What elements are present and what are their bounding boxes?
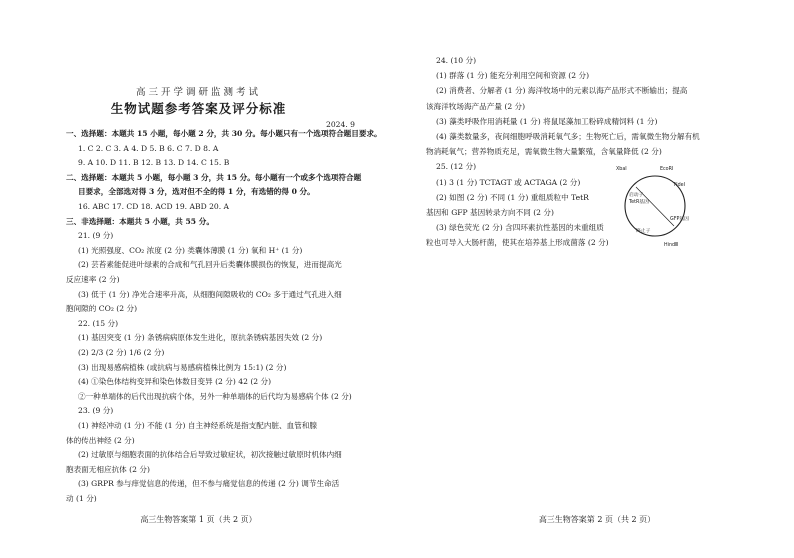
answer-line: (2) 如图 (2 分) 不同 (1 分) 重组质粒中 TetR (436, 192, 589, 202)
answer-line: 25. (12 分) (436, 162, 477, 172)
answer-page-2 (400, 0, 794, 558)
answer-line: 1. C 2. C 3. A 4. D 5. B 6. C 7. D 8. A (78, 143, 219, 153)
answer-line: 基因和 GFP 基因转录方向不同 (2 分) (426, 208, 554, 217)
answer-line: 胞间隙的 CO₂ (2 分) (66, 304, 138, 314)
answer-line: 动 (1 分) (66, 494, 97, 503)
answer-line: 22. (15 分) (78, 318, 119, 328)
answer-line: (3) 出现易感病植株 (或抗病与易感病植株比例为 15:1) (2 分) (78, 362, 287, 372)
answer-line: 粒也可导入大肠杆菌，使其在培养基上形成菌落 (2 分) (426, 238, 609, 248)
answer-line: 二、选择题：本题共 5 小题，每小题 3 分，共 15 分。每小题有一个或多个选项符合题 (66, 172, 362, 182)
page-footer: 高三生物答案第 2 页（共 2 页） (538, 515, 656, 524)
answer-line: 一、选择题：本题共 15 小题，每小题 2 分，共 30 分。每小题只有一个选项符合题目要求。 (66, 129, 382, 138)
answer-line: 物消耗氧气；营养物质充足，需氧微生物大量繁殖，含氧量降低 (2 分) (426, 147, 662, 157)
answer-line: 三、非选择题：本题共 5 小题，共 55 分。 (66, 216, 214, 226)
answer-line: (4) ①染色体结构变异和染色体数目变异 (2 分) 42 (2 分) (78, 377, 272, 387)
answer-line: (2) 2/3 (2 分) 1/6 (2 分) (78, 348, 165, 357)
site-label-xba: XbaⅠ (616, 167, 627, 172)
answer-line: 16. ABC 17. CD 18. ACD 19. ABD 20. A (78, 202, 230, 211)
answer-line: (4) 藻类数量多，夜间细胞呼吸消耗氧气多；生物死亡后，需氧微生物分解有机 (436, 132, 700, 141)
site-label-ecor: EcoRⅠ (660, 167, 674, 172)
answer-line: (3) 低于 (1 分) 净光合速率升高，从细胞间隙吸收的 CO₂ 多于通过气孔进入细 (78, 289, 342, 299)
promoter-label: 启动子 (629, 193, 644, 198)
answer-line: 目要求，全部选对得 3 分，选对但不全的得 1 分，有选错的得 0 分。 (78, 187, 315, 197)
plasmid-diagram (614, 160, 696, 252)
answer-line: (1) 群落 (1 分) 能充分利用空间和资源 (2 分) (436, 71, 590, 81)
answer-line: 该海洋牧场海产品产量 (2 分) (426, 101, 526, 111)
page-footer: 高三生物答案第 1 页（共 2 页） (140, 515, 257, 524)
answer-line: (2) 过敏原与细胞表面的抗体结合后导致过敏症状，初次接触过敏原时机体内细 (78, 450, 342, 460)
site-label-nde: NdeⅠ (674, 183, 685, 188)
answer-line: (3) GRPR 参与痒觉信息的传递，但不参与痛觉信息的传递 (2 分) 调节生命活 (78, 479, 340, 489)
answer-line: 体的传出神经 (2 分) (66, 435, 135, 445)
terminator-label: 终止子 (636, 229, 651, 234)
answer-line: 9. A 10. D 11. B 12. B 13. D 14. C 15. B (78, 158, 230, 168)
answer-line: (1) 3 (1 分) TCTAGT 或 ACTAGA (2 分) (436, 177, 581, 187)
site-label-hind: HindⅢ (664, 243, 679, 248)
answer-line: (1) 光照强度、CO₂ 浓度 (2 分) 类囊体薄膜 (1 分) 氧和 H⁺ (1 分) (78, 245, 303, 255)
answer-line: (3) 绿色荧光 (2 分) 含四环素抗性基因的未重组质 (436, 223, 604, 233)
exam-title: 高三开学调研监测考试 (135, 87, 261, 98)
answer-line: (1) 基因突变 (1 分) 条锈病病原体发生进化，原抗条锈病基因失效 (2 分) (78, 333, 323, 343)
exam-date: 2024. 9 (326, 120, 355, 129)
answer-line: 反应速率 (2 分) (66, 275, 120, 284)
answer-line: 21. (9 分) (78, 231, 114, 241)
answer-line: (2) 芸苔素能促进叶绿素的合成和气孔回升后类囊体膜损伤的恢复，进而提高光 (78, 260, 342, 270)
tetr-gene-label: TetR基因 (629, 200, 649, 205)
gfp-gene-label: GFP基因 (670, 217, 689, 222)
answer-line: 23. (9 分) (78, 406, 114, 416)
answer-line: (3) 藻类呼吸作用消耗量 (1 分) 将鼠尾藻加工粉碎成精饲料 (1 分) (436, 116, 658, 126)
answer-line: 24. (10 分) (436, 56, 477, 65)
answer-line: (1) 神经冲动 (1 分) 不能 (1 分) 自主神经系统是指支配内脏、血管和腺 (78, 421, 318, 430)
answer-line: (2) 消费者、分解者 (1 分) 海洋牧场中的元素以海产品形式不断输出；提高 (436, 86, 688, 96)
answer-line: 胞表面无相应抗体 (2 分) (66, 464, 150, 474)
answer-line: ②一种单端体的后代出现抗病个体，另外一种单端体的后代均为易感病个体 (2 分) (78, 391, 352, 401)
document-title: 生物试题参考答案及评分标准 (110, 101, 287, 116)
